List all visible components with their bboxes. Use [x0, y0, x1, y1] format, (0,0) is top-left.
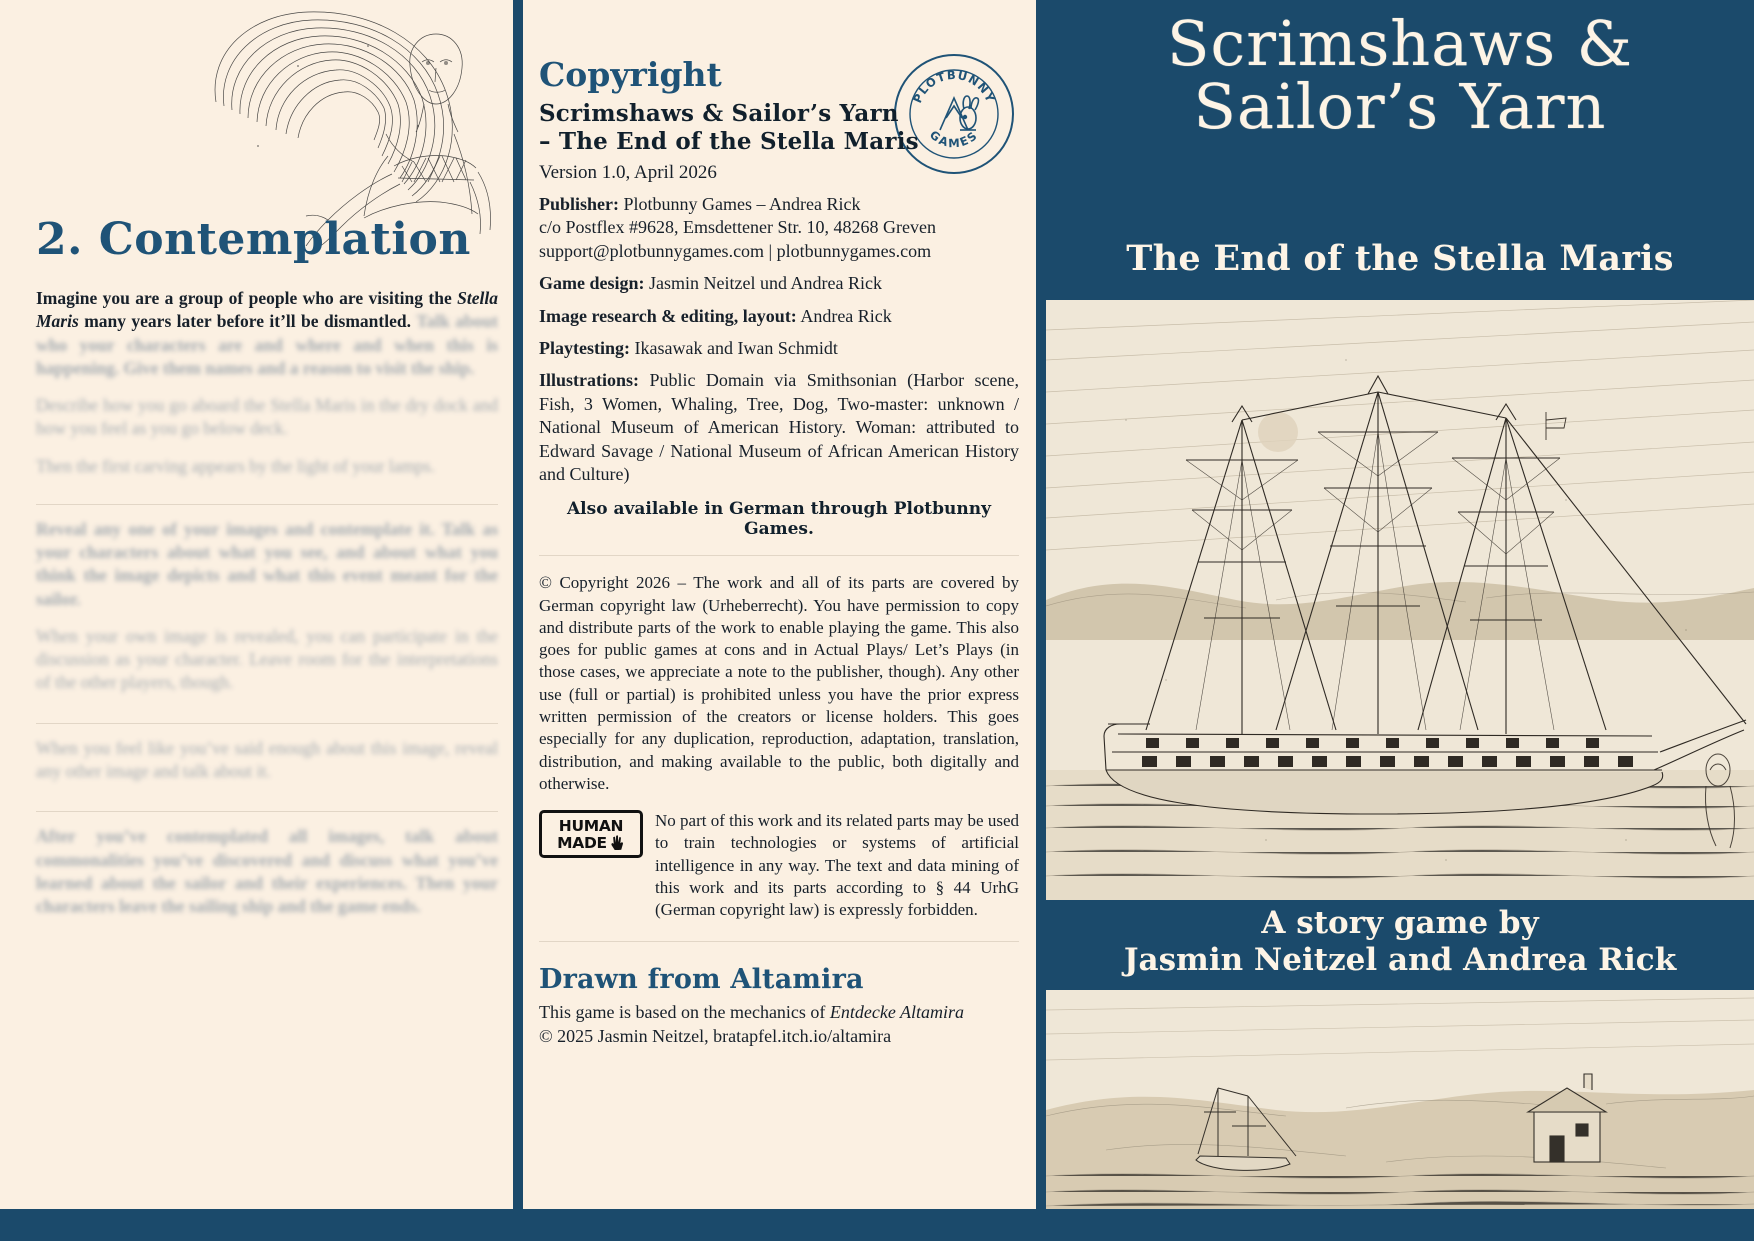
- credit-value: Andrea Rick: [800, 305, 892, 326]
- altamira-text: [539, 1001, 1019, 1049]
- hand-icon: [610, 835, 625, 850]
- credit-label: Image research & editing, layout:: [539, 305, 797, 326]
- cover-byline-line-1: A story game by: [1261, 905, 1539, 941]
- divider: [36, 504, 498, 505]
- altamira-text-part-1: This game is based on the mechanics of: [539, 1002, 830, 1023]
- cover-title-line-2: Sailor’s Yarn: [1193, 70, 1607, 144]
- blurred-paragraph: Reveal any one of your images and contemplate it. Talk as your characters about what you see, and about what you think the image depicts and what this event meant for the sailor.: [36, 518, 498, 609]
- cover-title: [1046, 7, 1754, 144]
- credit-illustrations: [539, 369, 1019, 486]
- credit-playtesting: [539, 337, 1019, 360]
- ai-paragraph: No part of this work and its related parts may be used to train technologies or systems of artificial intelligence in any way. The text and data mining of this work and its parts according to § 44 UrhG (German copyright law) is expressly forbidden.: [655, 811, 1019, 920]
- blurred-paragraph: When you feel like you’ve said enough about this image, reveal any other image and talk about it.: [36, 737, 498, 781]
- credit-address: c/o Postflex #9628, Emsdettener Str. 10, 48268 Greven: [539, 217, 936, 238]
- cover-byline-line-2: Jasmin Neitzel and Andrea Rick: [1123, 942, 1677, 979]
- ai-notice-row: [539, 810, 1019, 921]
- game-title: [539, 100, 1019, 156]
- credit-value: Jasmin Neitzel und Andrea Rick: [649, 273, 882, 294]
- divider: [539, 555, 1019, 556]
- credit-value: Plotbunny Games – Andrea Rick: [623, 194, 861, 215]
- blurred-paragraph: When your own image is revealed, you can participate in the discussion as your character. Leave room for the interpretations of the other players, though.: [36, 625, 498, 693]
- svg-text:GAMES: GAMES: [927, 127, 981, 151]
- cover-title-line-1: Scrimshaws &: [1167, 7, 1633, 80]
- altamira-section: [539, 964, 1019, 1049]
- divider: [36, 811, 498, 812]
- cover-subtitle: The End of the Stella Maris: [1126, 238, 1674, 279]
- credit-label: Publisher:: [539, 194, 620, 215]
- credit-value: Public Domain via Smithsonian (Harbor scene, Fish, 3 Women, Whaling, Tree, Dog, Two-master: unknown / National Museum of American History. Woman: attributed to Edward Savage / National Museum of African American History and Culture): [539, 370, 1020, 484]
- intro-bold-text: Imagine you are a group of people who are visiting the Stella Maris many years later before it’ll be dismantled.: [36, 288, 498, 332]
- altamira-heading: Drawn from Altamira: [539, 964, 864, 996]
- game-title-line-1: Scrimshaws & Sailor’s Yarn: [539, 100, 899, 127]
- copyright-heading: Copyright: [539, 55, 722, 94]
- woman-with-hair-engraving: [178, 6, 508, 246]
- blurred-paragraph: Describe how you go aboard the Stella Maris in the dry dock and how you feel as you go below deck.: [36, 395, 498, 439]
- version-line: Version 1.0, April 2026: [539, 162, 717, 184]
- blurred-paragraph: Then the first carving appears by the light of your lamps.: [36, 455, 435, 476]
- harbor-scene-engraving: [1046, 990, 1754, 1209]
- credit-label: Game design:: [539, 273, 645, 294]
- credit-publisher: [539, 193, 1019, 263]
- human-made-line-1: HUMAN: [558, 816, 624, 835]
- human-made-badge: [539, 810, 643, 858]
- credit-value: Ikasawak and Iwan Schmidt: [634, 338, 838, 359]
- copyright-content: [539, 55, 1019, 1049]
- footer-bar: [0, 1209, 1754, 1241]
- credit-image-research: [539, 305, 1019, 328]
- credit-label: Illustrations:: [539, 370, 640, 391]
- game-title-line-2: – The End of the Stella Maris: [539, 128, 919, 156]
- divider: [539, 941, 1019, 942]
- legal-paragraph: © Copyright 2026 – The work and all of its parts are covered by German copyright law (Urheberrecht). You have permission to copy and distribute parts of the work to enable playing the game. This also goes for public games at cons and in Actual Plays/ Let’s Plays (in those cases, we appreciate a note to the publisher, though). Any other use (full or partial) is prohibited unless you have the prior express written permission of the creators or license holders. This goes especially for any duplication, reproduction, adaptation, translation, distribution, and making available to the public, both digitally and otherwise.: [539, 573, 1019, 793]
- panel-contemplation: [0, 0, 513, 1209]
- three-masted-sailing-ship-engraving: [1046, 300, 1754, 900]
- svg-text:PLOTBUNNY: PLOTBUNNY: [910, 67, 998, 106]
- credit-game-design: [539, 272, 1019, 295]
- page-title: 2. Contemplation: [36, 214, 471, 265]
- divider: [36, 723, 498, 724]
- blurred-paragraph: After you’ve contemplated all images, talk about commonalities you’ve discovered and discuss what you’ve learned about the sailor and their experiences. Then your characters leave the sailing ship and the game ends.: [36, 826, 498, 917]
- contemplation-body: [36, 287, 498, 918]
- intro-paragraph: [36, 287, 498, 380]
- credit-label: Playtesting:: [539, 338, 630, 359]
- human-made-line-2: MADE: [557, 833, 607, 852]
- cover-byline: [1046, 905, 1754, 979]
- panel-copyright: [523, 0, 1036, 1209]
- altamira-text-part-2[interactable]: © 2025 Jasmin Neitzel, bratapfel.itch.io/altamira: [539, 1026, 892, 1047]
- blurred-paragraph: Talk about who your characters are and where and when this is happening. Give them names and a reason to visit the ship.: [36, 311, 498, 378]
- also-available-note: Also available in German through Plotbunny Games.: [566, 499, 991, 540]
- altamira-text-italic: Entdecke Altamira: [829, 1002, 965, 1023]
- credit-contact[interactable]: support@plotbunnygames.com | plotbunnygames.com: [539, 240, 932, 261]
